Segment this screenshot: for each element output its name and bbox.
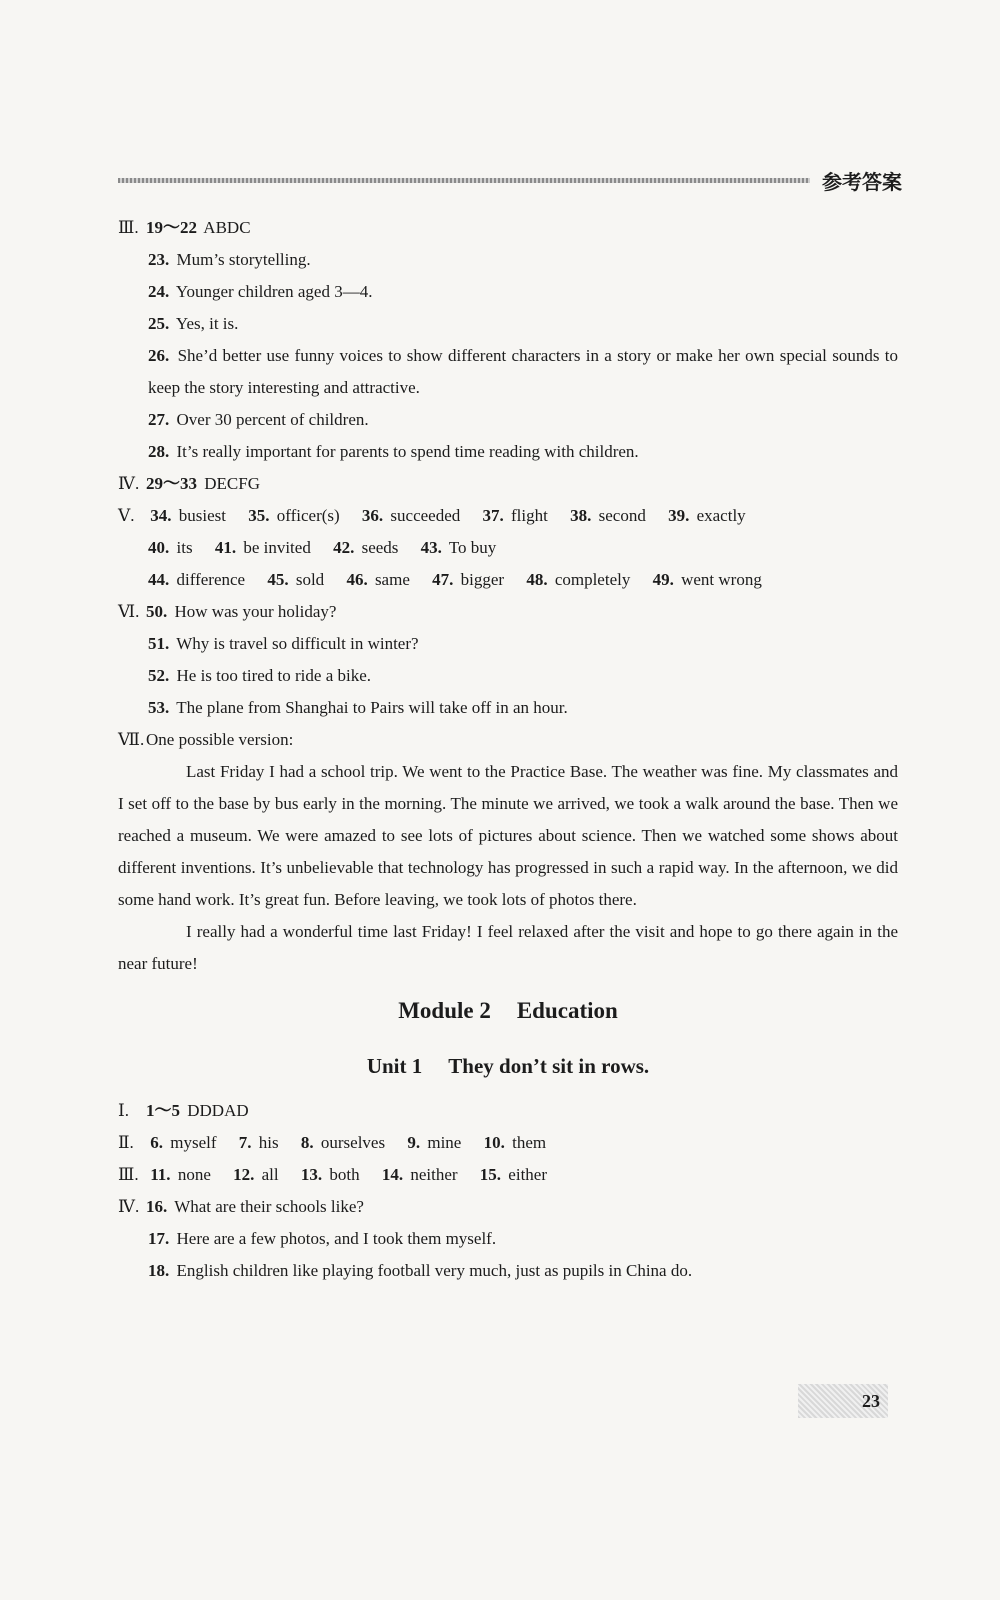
question-number: 19～22	[146, 218, 197, 237]
answer-item	[668, 500, 746, 532]
answer-line	[118, 276, 898, 308]
answer-text: Over 30 percent of children.	[172, 410, 369, 429]
unit-section-2	[118, 1127, 898, 1159]
question-number: 45.	[267, 570, 289, 589]
answer-text: neither	[406, 1165, 458, 1184]
answer-text: DECFG	[200, 474, 260, 493]
question-number: 23.	[148, 250, 170, 269]
question-number: 53.	[148, 698, 170, 717]
answer-line	[118, 404, 898, 436]
answer-line	[118, 692, 898, 724]
answer-text: exactly	[692, 506, 746, 525]
answer-line	[118, 436, 898, 468]
answer-text: succeeded	[386, 506, 461, 525]
essay-paragraph: I really had a wonderful time last Friday! I feel relaxed after the visit and hope to go there again in the near future!	[118, 922, 898, 973]
question-number: 6.	[150, 1133, 163, 1152]
answer-text: went wrong	[676, 570, 762, 589]
answer-item	[526, 564, 630, 596]
answer-line	[118, 660, 898, 692]
answer-text: completely	[550, 570, 631, 589]
section-mark: Ⅶ.	[118, 730, 145, 749]
answer-text: ourselves	[316, 1133, 386, 1152]
answer-line	[118, 1255, 898, 1287]
answer-line	[118, 340, 898, 404]
answer-text: Why is travel so difficult in winter?	[172, 634, 419, 653]
answer-item	[362, 500, 460, 532]
page-number: 23	[798, 1384, 888, 1418]
answer-text: Younger children aged 3—4.	[172, 282, 373, 301]
question-number: 11.	[150, 1165, 171, 1184]
section-5-row	[118, 500, 898, 532]
answer-item	[148, 532, 193, 564]
section-mark: Ⅳ.	[118, 1197, 140, 1216]
unit-section-3	[118, 1159, 898, 1191]
answer-item	[148, 564, 245, 596]
answer-text: What are their schools like?	[170, 1197, 364, 1216]
question-number: 7.	[238, 1133, 252, 1152]
answer-text: How was your holiday?	[170, 602, 337, 621]
question-number: 38.	[570, 506, 592, 525]
answer-text: same	[370, 570, 410, 589]
answer-item	[346, 564, 409, 596]
question-number: 42.	[333, 538, 355, 557]
section-7-intro	[118, 724, 898, 756]
answer-item	[407, 1127, 461, 1159]
question-number: 48.	[526, 570, 548, 589]
answer-text: He is too tired to ride a bike.	[172, 666, 372, 685]
answer-item	[484, 1127, 547, 1159]
section-mark: Ⅱ.	[118, 1133, 134, 1152]
unit-section-4-first	[118, 1191, 898, 1223]
section-mark: Ⅴ.	[118, 506, 135, 525]
question-number: 52.	[148, 666, 170, 685]
answer-text: officer(s)	[272, 506, 340, 525]
unit-heading	[118, 1054, 898, 1079]
question-number: 46.	[346, 570, 368, 589]
answer-text: be invited	[239, 538, 311, 557]
answer-item	[301, 1127, 385, 1159]
answer-text: Yes, it is.	[172, 314, 239, 333]
answer-text: It’s really important for parents to spend time reading with children.	[172, 442, 639, 461]
answer-line	[118, 1223, 898, 1255]
section-5-row	[118, 564, 898, 596]
answer-text: both	[325, 1165, 360, 1184]
question-number: 28.	[148, 442, 170, 461]
section-4	[118, 468, 898, 500]
answer-text: seeds	[357, 538, 399, 557]
question-number: 47.	[432, 570, 454, 589]
answer-item	[150, 1159, 211, 1191]
answer-text: sold	[291, 570, 325, 589]
answer-item	[215, 532, 311, 564]
section-5-row	[118, 532, 898, 564]
answer-line	[118, 308, 898, 340]
answer-line	[118, 628, 898, 660]
answer-item	[382, 1159, 458, 1191]
question-number: 35.	[248, 506, 270, 525]
header-rule	[118, 178, 810, 183]
question-number: 44.	[148, 570, 170, 589]
question-number: 27.	[148, 410, 170, 429]
section-mark: Ⅵ.	[118, 602, 140, 621]
answer-item	[432, 564, 504, 596]
answer-item	[233, 1159, 279, 1191]
module-label: Module 2	[398, 998, 491, 1023]
question-number: 37.	[482, 506, 504, 525]
answer-line	[118, 244, 898, 276]
answer-content	[118, 212, 898, 1287]
question-number: 25.	[148, 314, 170, 333]
answer-item	[248, 500, 339, 532]
question-number: 18.	[148, 1261, 170, 1280]
section-6-first	[118, 596, 898, 628]
answer-text: either	[504, 1165, 547, 1184]
answer-item	[480, 1159, 547, 1191]
answer-text: DDDAD	[183, 1101, 249, 1120]
question-number: 14.	[381, 1165, 404, 1184]
answer-item	[267, 564, 324, 596]
answer-text: second	[594, 506, 646, 525]
question-number: 24.	[148, 282, 170, 301]
question-number: 8.	[300, 1133, 314, 1152]
module-heading	[118, 998, 898, 1024]
answer-text: Mum’s storytelling.	[172, 250, 311, 269]
answer-text: his	[254, 1133, 279, 1152]
answer-item	[483, 500, 548, 532]
unit-title: They don’t sit in rows.	[448, 1054, 650, 1078]
answer-item	[421, 532, 497, 564]
section-mark: Ⅰ.	[118, 1101, 129, 1120]
question-number: 26.	[148, 346, 170, 365]
question-number: 10.	[483, 1133, 505, 1152]
section-3-first	[118, 212, 898, 244]
answer-text: its	[172, 538, 193, 557]
question-number: 15.	[479, 1165, 502, 1184]
intro-text: One possible version:	[146, 730, 294, 749]
answer-item	[150, 500, 226, 532]
question-number: 17.	[148, 1229, 170, 1248]
essay	[118, 756, 898, 980]
question-number: 41.	[214, 538, 237, 557]
answer-item	[570, 500, 646, 532]
answer-text: flight	[506, 506, 548, 525]
answer-text: none	[173, 1165, 211, 1184]
answer-text: To buy	[444, 538, 497, 557]
section-mark: Ⅲ.	[118, 1165, 139, 1184]
question-number: 40.	[148, 538, 170, 557]
answer-item	[653, 564, 762, 596]
unit-label: Unit 1	[366, 1054, 423, 1078]
section-mark: Ⅳ.	[118, 474, 140, 493]
question-number: 39.	[668, 506, 690, 525]
header-title: 参考答案	[822, 170, 902, 194]
question-number: 36.	[361, 506, 384, 525]
answer-text: English children like playing football very much, just as pupils in China do.	[172, 1261, 693, 1280]
answer-text: ABDC	[200, 218, 251, 237]
answer-text: busiest	[174, 506, 226, 525]
question-number: 1～5	[146, 1101, 180, 1120]
essay-paragraph: Last Friday I had a school trip. We went to the Practice Base. The weather was fine. My classmates and I set off to the base by bus early in the morning. The minute we arrived, we took a walk around the base. Then we reached a museum. We were amazed to see lots of pictures about science. Then we watched some shows about different inventions. It’s unbelievable that technology has progressed in such a rapid way. In the afternoon, we did some hand work. It’s great fun. Before leaving, we took lots of photos there.	[118, 762, 898, 909]
answer-text: Here are a few photos, and I took them myself.	[172, 1229, 497, 1248]
question-number: 50.	[146, 602, 168, 621]
answer-text: them	[507, 1133, 547, 1152]
answer-text: The plane from Shanghai to Pairs will take off in an hour.	[172, 698, 568, 717]
answer-item	[239, 1127, 279, 1159]
module-title: Education	[516, 998, 618, 1023]
question-number: 16.	[146, 1197, 168, 1216]
answer-text: all	[257, 1165, 279, 1184]
answer-text: She’d better use funny voices to show different characters in a story or make her own special sounds to keep the story interesting and attractive.	[148, 346, 898, 397]
answer-text: mine	[423, 1133, 462, 1152]
question-number: 29～33	[146, 474, 197, 493]
question-number: 12.	[233, 1165, 255, 1184]
section-mark: Ⅲ.	[118, 218, 139, 237]
answer-text: difference	[172, 570, 246, 589]
question-number: 13.	[300, 1165, 323, 1184]
answer-text: myself	[166, 1133, 217, 1152]
question-number: 43.	[420, 538, 442, 557]
question-number: 9.	[407, 1133, 421, 1152]
answer-text: bigger	[456, 570, 505, 589]
answer-item	[301, 1159, 360, 1191]
answer-item	[150, 1127, 216, 1159]
question-number: 34.	[150, 506, 172, 525]
answer-item	[333, 532, 398, 564]
unit-section-1	[118, 1095, 898, 1127]
question-number: 49.	[652, 570, 674, 589]
question-number: 51.	[148, 634, 170, 653]
